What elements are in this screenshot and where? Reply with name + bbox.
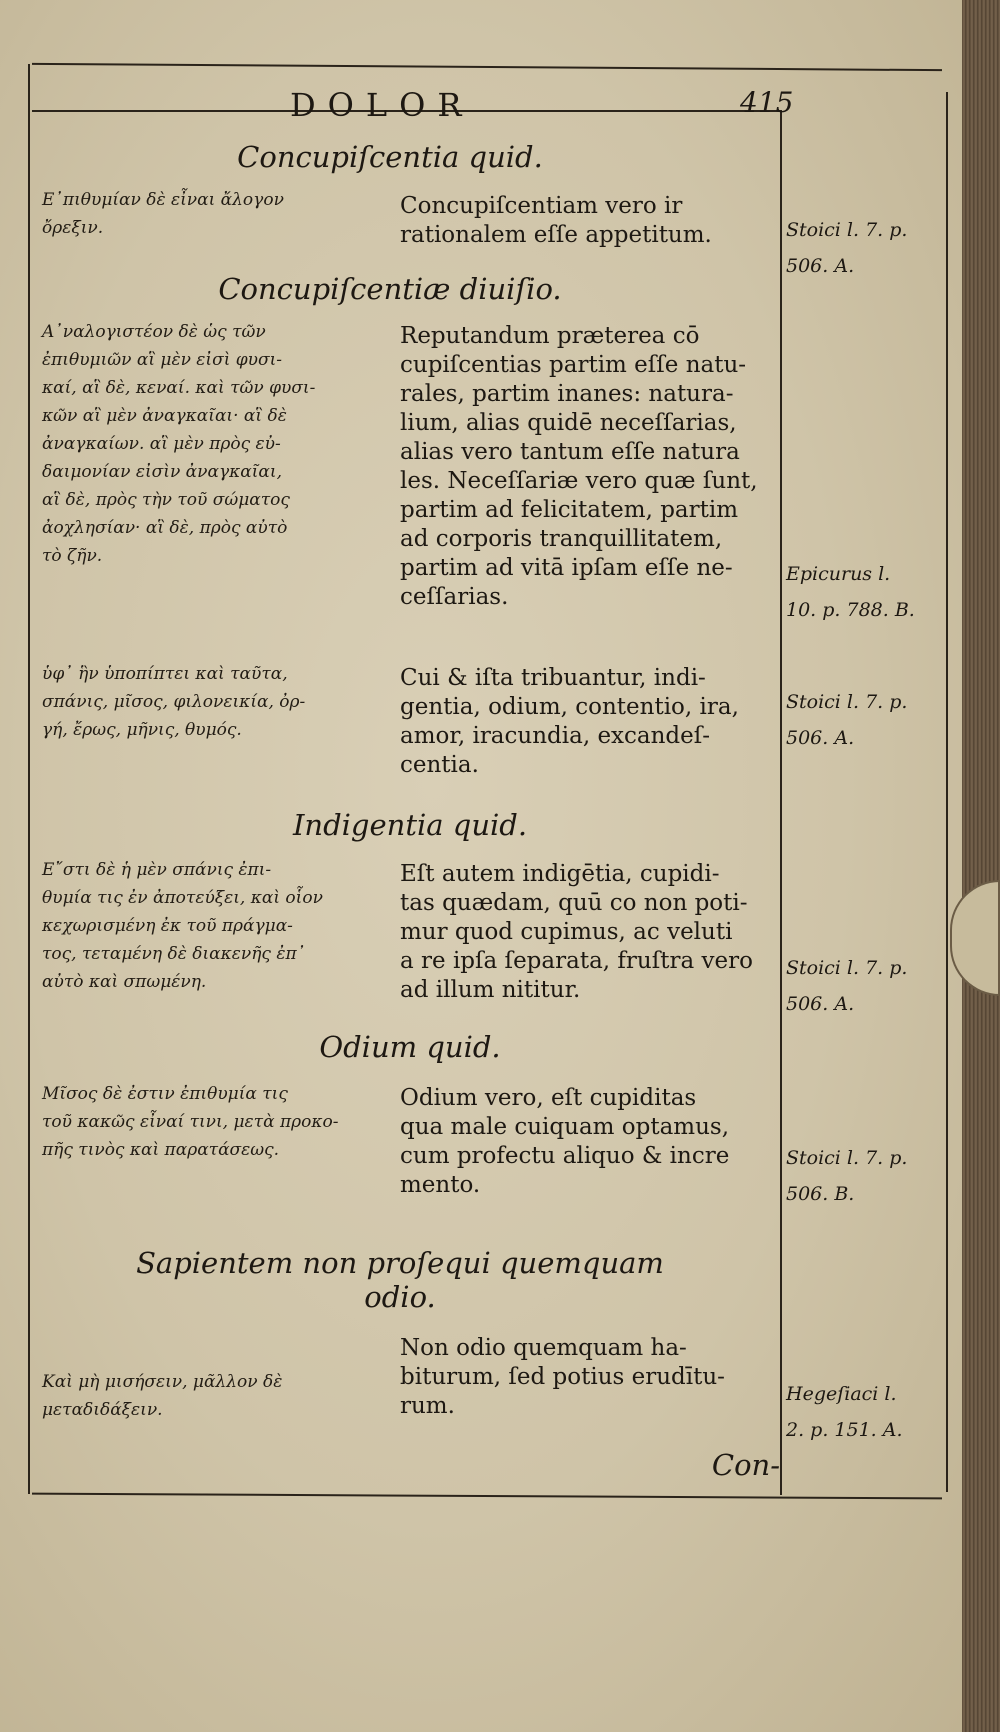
margin-note: Stoici l. 7. p. 506. B. bbox=[786, 1147, 908, 1205]
margin-note: Stoici l. 7. p. 506. A. bbox=[786, 219, 908, 277]
greek-text: Καὶ μὴ μισήσειν, μᾶλλον δὲ μεταδιδάξειν. bbox=[42, 1372, 283, 1420]
greek-text: ὑφ᾽ ἣν ὑποπίπτει καὶ ταῦτα, σπάνις, μῖσος, φιλονεικία, ὀρ- γή, ἔρως, μῆνις, θυμός. bbox=[42, 664, 306, 740]
margin-note: Stoici l. 7. p. 506. A. bbox=[786, 957, 908, 1015]
margin-note: Epicurus l. 10. p. 788. B. bbox=[786, 563, 915, 621]
greek-text: Α᾿ναλογιστέον δὲ ὡς τῶν ἐπιθυμιῶν αἳ μὲν εἰσὶ φυσι- καί, αἳ δὲ, κεναί. καὶ τῶν φυσι- κῶν αἳ μὲν ἀναγκαῖαι· αἳ δὲ ἀναγκαίων. αἳ μὲν πρὸς εὐ- δαιμονίαν εἰσὶν ἀναγκαῖαι, αἳ δὲ, πρὸς τὴν τοῦ σώματος ἀοχλησίαν· αἳ δὲ, πρὸς αὐτὸ τὸ ζῆν. bbox=[42, 322, 316, 566]
section-heading: Odium quid. bbox=[319, 1030, 501, 1064]
section-heading: Concupiſcentiæ diuiſio. bbox=[218, 272, 562, 306]
section-heading: Indigentia quid. bbox=[292, 808, 528, 842]
greek-text: Ε῎στι δὲ ἡ μὲν σπάνις ἐπι- θυμία τις ἐν ἀποτεύξει, καὶ οἷον κεχωρισμένη ἐκ τοῦ πράγμα- τος, τεταμένη δὲ διακενῆς ἐπ᾽ αὐτὸ καὶ σπωμένη. bbox=[42, 860, 323, 992]
left-frame-line bbox=[28, 64, 30, 1494]
margin-note: Stoici l. 7. p. 506. A. bbox=[786, 691, 908, 749]
latin-text: Eſt autem indigētia, cupidi- tas quӕdam, quū co non poti- mur quod cupimus, ac veluti a re ipſa ſeparata, fruſtra vero ad illum nititur. bbox=[400, 861, 753, 1003]
latin-text: Odium vero, eſt cupiditas qua male cuiquam optamus, cum profectu aliquo & incre mento. bbox=[400, 1085, 730, 1198]
running-head: DOLOR bbox=[290, 86, 474, 124]
bottom-rule bbox=[32, 1493, 942, 1500]
top-rule bbox=[32, 63, 942, 71]
greek-text: Ε᾿πιθυμίαν δὲ εἶναι ἄλογον ὄρεξιν. bbox=[42, 190, 284, 238]
catchword: Con- bbox=[711, 1448, 780, 1482]
latin-text: Reputandum prӕterea cō cupiſcentias partim eſſe natu- rales, partim inanes: natura- lium, alias quidē neceſſarias, alias vero tantum eſſe natura les. Neceſſariӕ vero quӕ ſunt, partim ad felicitatem, partim ad corporis tranquillitatem, partim ad vitā ipſam eſſe ne- ceſſarias. bbox=[400, 323, 758, 610]
greek-text: Μῖσος δὲ ἐστιν ἐπιθυμία τις τοῦ κακῶς εἶναί τινι, μετὰ προκο- πῆς τινὸς καὶ παρατάσεως. bbox=[42, 1084, 339, 1160]
inner-column-line bbox=[780, 110, 782, 1495]
section-heading: Sapientem non proſequi quemquam odio. bbox=[136, 1246, 664, 1314]
right-frame-line bbox=[946, 92, 948, 1492]
latin-text: Concupiſcentiam vero ir rationalem eſſe appetitum. bbox=[400, 193, 712, 248]
latin-text: Cui & iſta tribuantur, indi- gentia, odium, contentio, ira, amor, iracundia, excandeſ- centia. bbox=[400, 665, 739, 778]
section-heading: Concupiſcentia quid. bbox=[237, 140, 543, 174]
page-number: 415 bbox=[740, 86, 794, 119]
latin-text: Non odio quemquam ha- biturum, ſed potius erudītu- rum. bbox=[400, 1335, 725, 1419]
margin-note: Hegeſiaci l. 2. p. 151. A. bbox=[786, 1383, 903, 1441]
page-edge bbox=[962, 0, 1000, 1732]
